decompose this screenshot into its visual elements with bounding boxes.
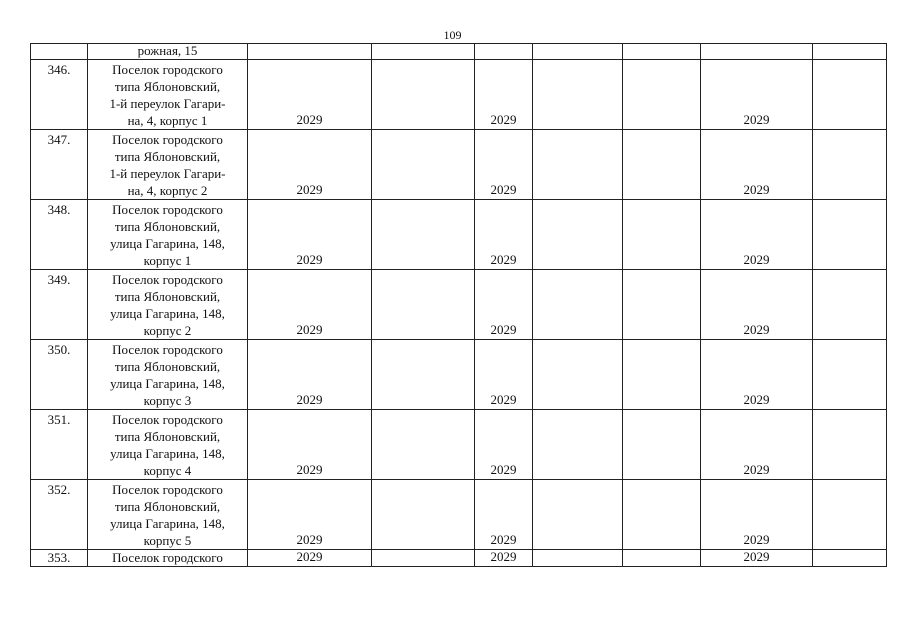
- row-number: 352.: [31, 480, 88, 550]
- table-row: [31, 550, 887, 567]
- year-cell: 2029: [475, 550, 533, 567]
- address-line: корпус 5: [143, 533, 192, 548]
- address-line: улица Гагарина, 148,: [110, 236, 225, 251]
- page-number: 109: [443, 28, 462, 42]
- address-line: типа Яблоновский,: [114, 429, 221, 444]
- address-line: корпус 4: [143, 463, 192, 478]
- year-cell: 2029: [475, 130, 533, 200]
- address-line: Поселок городского: [112, 272, 223, 287]
- address-line: улица Гагарина, 148,: [110, 376, 225, 391]
- row-number: 348.: [31, 200, 88, 270]
- row-number: 350.: [31, 340, 88, 410]
- address-cell: [88, 130, 248, 200]
- schedule-table: [30, 43, 887, 567]
- year-cell: 2029: [248, 340, 372, 410]
- address-cell: [88, 340, 248, 410]
- row-number: 347.: [31, 130, 88, 200]
- table-row: [31, 44, 887, 60]
- year-cell: 2029: [475, 270, 533, 340]
- address-line: на, 4, корпус 2: [127, 183, 208, 198]
- year-cell: 2029: [701, 130, 813, 200]
- address-line: типа Яблоновский,: [114, 289, 221, 304]
- address-line: типа Яблоновский,: [114, 219, 221, 234]
- year-cell: 2029: [701, 200, 813, 270]
- row-number: 353.: [31, 550, 88, 567]
- table-row: [31, 340, 887, 410]
- year-cell: 2029: [475, 200, 533, 270]
- table-row: [31, 410, 887, 480]
- address-line: Поселок городского: [112, 62, 223, 77]
- address-line: корпус 2: [143, 323, 192, 338]
- address-line: Поселок городского: [112, 482, 223, 497]
- address-line: корпус 3: [143, 393, 192, 408]
- year-cell: 2029: [701, 480, 813, 550]
- year-cell: 2029: [475, 60, 533, 130]
- address-line: Поселок городского: [112, 342, 223, 357]
- address-cell: рожная, 15: [88, 44, 248, 60]
- year-cell: 2029: [248, 480, 372, 550]
- table-row: [31, 270, 887, 340]
- address-cell: [88, 410, 248, 480]
- address-line: на, 4, корпус 1: [127, 113, 208, 128]
- year-cell: 2029: [475, 340, 533, 410]
- year-cell: 2029: [248, 410, 372, 480]
- address-line: Поселок городского: [112, 132, 223, 147]
- address-line: типа Яблоновский,: [114, 359, 221, 374]
- year-cell: 2029: [475, 410, 533, 480]
- number-cell: [31, 44, 88, 60]
- year-cell: 2029: [248, 60, 372, 130]
- table-row: [31, 60, 887, 130]
- address-cell: [88, 480, 248, 550]
- table-row: [31, 200, 887, 270]
- year-cell: 2029: [248, 130, 372, 200]
- address-line: 1-й переулок Гагари-: [109, 166, 226, 181]
- address-cell: [88, 200, 248, 270]
- address-line: улица Гагарина, 148,: [110, 516, 225, 531]
- year-cell: 2029: [701, 550, 813, 567]
- year-cell: 2029: [248, 550, 372, 567]
- address-line: улица Гагарина, 148,: [110, 306, 225, 321]
- table-row: [31, 480, 887, 550]
- year-cell: 2029: [248, 270, 372, 340]
- year-cell: 2029: [701, 340, 813, 410]
- address-line: Поселок городского: [112, 202, 223, 217]
- address-cell: Поселок городского: [88, 550, 248, 567]
- year-cell: 2029: [701, 60, 813, 130]
- year-cell: 2029: [701, 410, 813, 480]
- row-number: 346.: [31, 60, 88, 130]
- address-line: корпус 1: [143, 253, 192, 268]
- address-line: типа Яблоновский,: [114, 499, 221, 514]
- address-cell: [88, 60, 248, 130]
- year-cell: 2029: [475, 480, 533, 550]
- address-cell: [88, 270, 248, 340]
- address-line: Поселок городского: [112, 412, 223, 427]
- year-cell: 2029: [701, 270, 813, 340]
- row-number: 349.: [31, 270, 88, 340]
- year-cell: 2029: [248, 200, 372, 270]
- row-number: 351.: [31, 410, 88, 480]
- table-row: [31, 130, 887, 200]
- address-line: 1-й переулок Гагари-: [109, 96, 226, 111]
- address-line: типа Яблоновский,: [114, 149, 221, 164]
- address-line: типа Яблоновский,: [114, 79, 221, 94]
- address-line: улица Гагарина, 148,: [110, 446, 225, 461]
